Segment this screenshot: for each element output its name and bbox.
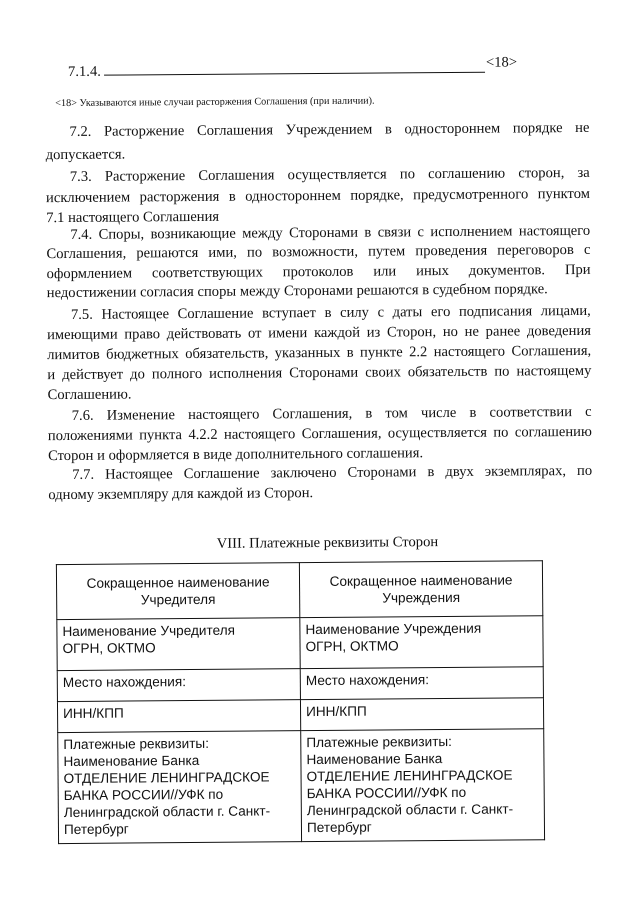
word: соглашению bbox=[514, 423, 592, 441]
clause-7-1-4-number: 7.1.4. bbox=[67, 63, 101, 80]
word: обязательств bbox=[407, 363, 488, 381]
word: проведения bbox=[415, 242, 488, 260]
word: в bbox=[469, 404, 477, 421]
word: в bbox=[427, 464, 435, 481]
word: Соглашение bbox=[177, 305, 254, 323]
word: между bbox=[242, 225, 283, 242]
cell-line: Наименование Банка bbox=[306, 751, 443, 768]
word: в bbox=[346, 344, 354, 361]
word: заключено bbox=[270, 464, 337, 482]
word: в bbox=[364, 224, 372, 241]
word: возникающие bbox=[150, 225, 236, 243]
word: до bbox=[130, 366, 145, 383]
word: в bbox=[384, 121, 392, 138]
word: Соглашение bbox=[183, 465, 260, 483]
word: Настоящее bbox=[101, 306, 170, 323]
word: осуществляется bbox=[387, 424, 487, 442]
word: Расторжение bbox=[103, 123, 185, 140]
word: настоящего bbox=[433, 343, 506, 361]
word: но bbox=[442, 323, 458, 341]
word: соглашению bbox=[428, 165, 506, 183]
word: даты bbox=[392, 304, 423, 321]
word: Соглашения bbox=[198, 167, 275, 184]
para-7-2-line-2: допускается. bbox=[45, 146, 126, 164]
word: Соглашения, bbox=[46, 245, 127, 263]
word: по bbox=[494, 363, 510, 380]
word: 7.5. bbox=[70, 306, 93, 323]
word: пункте bbox=[359, 344, 403, 361]
cell-line: Наименование Учредителя bbox=[62, 622, 236, 640]
word: исполнением bbox=[430, 223, 513, 241]
word: сторон, bbox=[518, 165, 565, 182]
footnote-ref-18: <18> bbox=[485, 54, 518, 71]
word: одностороннем bbox=[404, 120, 501, 138]
word: за bbox=[577, 164, 590, 181]
word: экземплярах, bbox=[484, 463, 567, 480]
founder-name-cell bbox=[57, 618, 300, 671]
cell-line: ОГРН, ОКТМО bbox=[62, 640, 156, 657]
word: соответствии bbox=[489, 404, 573, 421]
para-7-4-line-4: недостижении согласия споры между Сторонами решаются в судебном порядке. bbox=[46, 281, 548, 302]
word: осуществляется bbox=[287, 166, 387, 184]
word: имеющими bbox=[47, 326, 118, 344]
cell-line: Петербург bbox=[63, 821, 129, 838]
founder-location-cell: Место нахождения: bbox=[57, 669, 300, 702]
word: в bbox=[228, 188, 236, 205]
cell-line: Сокращенное наименование bbox=[86, 574, 270, 591]
para-7-5-line-1 bbox=[71, 302, 591, 324]
footnote-18: <18> Указываются иные случаи расторжения Соглашения (при наличии). bbox=[55, 95, 375, 110]
word: документов. bbox=[468, 262, 546, 279]
word: Расторжение bbox=[104, 168, 186, 185]
word: числе bbox=[420, 404, 457, 422]
word: не bbox=[575, 119, 590, 136]
word: настоящему bbox=[516, 362, 592, 380]
word: расторжения bbox=[139, 188, 220, 206]
word: Сторонами bbox=[289, 364, 359, 382]
word: не bbox=[464, 323, 479, 340]
word: 7.3. bbox=[69, 168, 92, 185]
word: по bbox=[246, 244, 263, 261]
word: Соглашения, bbox=[272, 405, 353, 423]
word: Сторонами bbox=[288, 224, 359, 242]
word: одностороннем bbox=[245, 187, 341, 205]
word: порядке, bbox=[350, 187, 404, 204]
word: право bbox=[124, 326, 161, 343]
para-7-3-line-3: 7.1 настоящего Соглашения bbox=[46, 208, 220, 227]
word: Учреждением bbox=[285, 121, 373, 139]
word: от bbox=[247, 325, 262, 342]
founder-payment-cell bbox=[58, 731, 302, 844]
institution-name-cell bbox=[300, 616, 543, 669]
word: силу bbox=[340, 304, 370, 321]
word: с bbox=[585, 403, 592, 420]
word: в bbox=[324, 304, 332, 321]
cell-line: Платежные реквизиты: bbox=[63, 735, 210, 753]
word: том bbox=[385, 405, 408, 422]
word: полного bbox=[151, 365, 203, 383]
word: 4.2.2 bbox=[188, 426, 218, 444]
cell-line: БАНКА РОССИИ//УФК по bbox=[306, 784, 467, 802]
word: настоящего bbox=[188, 406, 260, 424]
word: ими, bbox=[208, 244, 237, 261]
word: по bbox=[493, 424, 509, 441]
institution-location-cell: Место нахождения: bbox=[300, 667, 543, 700]
table-row bbox=[57, 616, 543, 671]
requisites-table bbox=[56, 560, 545, 844]
word: протоколов bbox=[282, 263, 354, 281]
word: исключением bbox=[45, 189, 131, 207]
para-7-6-line-3: Сторон и оформляется в виде дополнительного соглашения. bbox=[47, 445, 424, 465]
para-7-2-line-1 bbox=[69, 119, 589, 141]
institution-payment-cell bbox=[301, 729, 545, 842]
word: по bbox=[399, 166, 416, 183]
word: положениями bbox=[47, 427, 133, 445]
cell-line: Учреждения bbox=[382, 589, 461, 606]
word: порядке bbox=[512, 120, 563, 137]
institution-inn-cell: ИНН/КПП bbox=[300, 698, 543, 731]
word: с bbox=[377, 304, 385, 321]
para-7-3-line-2 bbox=[46, 185, 590, 207]
word: предусмотренного bbox=[413, 186, 529, 204]
section-viii-title: VIII. Платежные реквизиты Сторон bbox=[216, 534, 439, 552]
word: Соглашения, bbox=[511, 342, 592, 360]
cell-line: Учредителя bbox=[140, 591, 216, 608]
word: 7.4. bbox=[70, 226, 93, 243]
para-7-6-line-2 bbox=[48, 423, 592, 445]
para-7-7-line-1 bbox=[72, 462, 592, 484]
para-7-6-line-1 bbox=[72, 403, 592, 425]
word: При bbox=[564, 261, 591, 279]
word: настоящего bbox=[223, 426, 296, 443]
para-7-3-line-1 bbox=[70, 164, 590, 186]
word: с bbox=[583, 241, 591, 258]
word: лицами, bbox=[540, 302, 591, 320]
table-row bbox=[57, 667, 543, 702]
word: оформлением bbox=[46, 265, 133, 283]
word: вступает bbox=[262, 305, 317, 322]
word: 7.6. bbox=[71, 407, 94, 424]
word: соответствующих bbox=[151, 264, 263, 282]
word: с bbox=[417, 224, 425, 241]
table-row bbox=[57, 698, 543, 733]
word: подписания bbox=[458, 303, 533, 320]
cell-line: ОГРН, ОКТМО bbox=[305, 638, 399, 655]
table-row bbox=[58, 729, 545, 844]
word: и bbox=[47, 367, 56, 384]
word: возможности, bbox=[272, 243, 359, 261]
cell-line: Ленинградской области г. Санкт- bbox=[306, 801, 514, 819]
word: ранее bbox=[485, 323, 521, 340]
header-institution-cell bbox=[299, 561, 542, 618]
word: иных bbox=[416, 262, 449, 280]
word: действовать bbox=[166, 325, 242, 343]
para-7-5-line-5: Соглашению. bbox=[47, 386, 132, 404]
word: 7.7. bbox=[72, 466, 95, 483]
word: Настоящее bbox=[105, 466, 173, 483]
word: доведения bbox=[526, 322, 592, 340]
word: Споры, bbox=[98, 226, 145, 243]
founder-inn-cell: ИНН/КПП bbox=[57, 700, 300, 733]
word: указанных bbox=[274, 344, 341, 362]
word: каждой bbox=[313, 324, 361, 342]
cell-line: Платежные реквизиты: bbox=[306, 733, 452, 751]
word: исполнения bbox=[209, 365, 283, 382]
word: пунктом bbox=[537, 185, 591, 203]
word: своих bbox=[365, 364, 401, 381]
word: бюджетных bbox=[106, 346, 179, 363]
word: действует bbox=[62, 366, 124, 384]
para-7-7-line-2: одному экземпляру для каждой из Сторон. bbox=[48, 485, 314, 504]
word: переговоров bbox=[497, 242, 574, 259]
para-7-5-line-2 bbox=[47, 322, 591, 344]
para-7-4-line-2 bbox=[46, 241, 590, 263]
cell-line: Сокращенное наименование bbox=[329, 572, 513, 589]
cell-line: Наименование Учреждения bbox=[305, 620, 482, 638]
cell-line: Наименование Банка bbox=[63, 752, 200, 770]
word: лимитов bbox=[47, 346, 100, 364]
word: в bbox=[365, 405, 373, 422]
word: Соглашения bbox=[196, 122, 274, 139]
word: по bbox=[576, 462, 593, 479]
word: имени bbox=[268, 325, 308, 342]
header-founder-cell bbox=[56, 563, 299, 620]
word: связи bbox=[377, 224, 412, 241]
word: или bbox=[373, 263, 397, 280]
cell-line: ОТДЕЛЕНИЕ ЛЕНИНГРАДСКОЕ bbox=[63, 769, 270, 787]
blank-fill-line bbox=[104, 72, 485, 76]
table-row bbox=[56, 561, 542, 620]
word: из bbox=[366, 324, 381, 341]
para-7-5-line-3 bbox=[47, 342, 591, 364]
word: двух bbox=[445, 463, 474, 481]
cell-line: Петербург bbox=[306, 819, 372, 836]
word: 2.2 bbox=[409, 344, 428, 361]
word: 7.2. bbox=[69, 123, 92, 140]
cell-line: Ленинградской области г. Санкт- bbox=[63, 803, 271, 821]
word: настоящего bbox=[518, 222, 591, 240]
cell-line: БАНКА РОССИИ//УФК по bbox=[63, 786, 224, 804]
para-7-5-line-4 bbox=[47, 362, 591, 384]
word: обязательств, bbox=[185, 345, 269, 363]
word: его bbox=[430, 303, 451, 321]
word: Сторонами bbox=[347, 464, 417, 481]
word: Соглашения, bbox=[301, 425, 382, 443]
word: Изменение bbox=[106, 407, 176, 424]
word: решаются bbox=[136, 244, 199, 262]
cell-line: ОТДЕЛЕНИЕ ЛЕНИНГРАДСКОЕ bbox=[306, 767, 513, 785]
word: путем bbox=[368, 243, 406, 260]
word: пункта bbox=[139, 427, 183, 444]
word: Сторон, bbox=[386, 324, 437, 341]
